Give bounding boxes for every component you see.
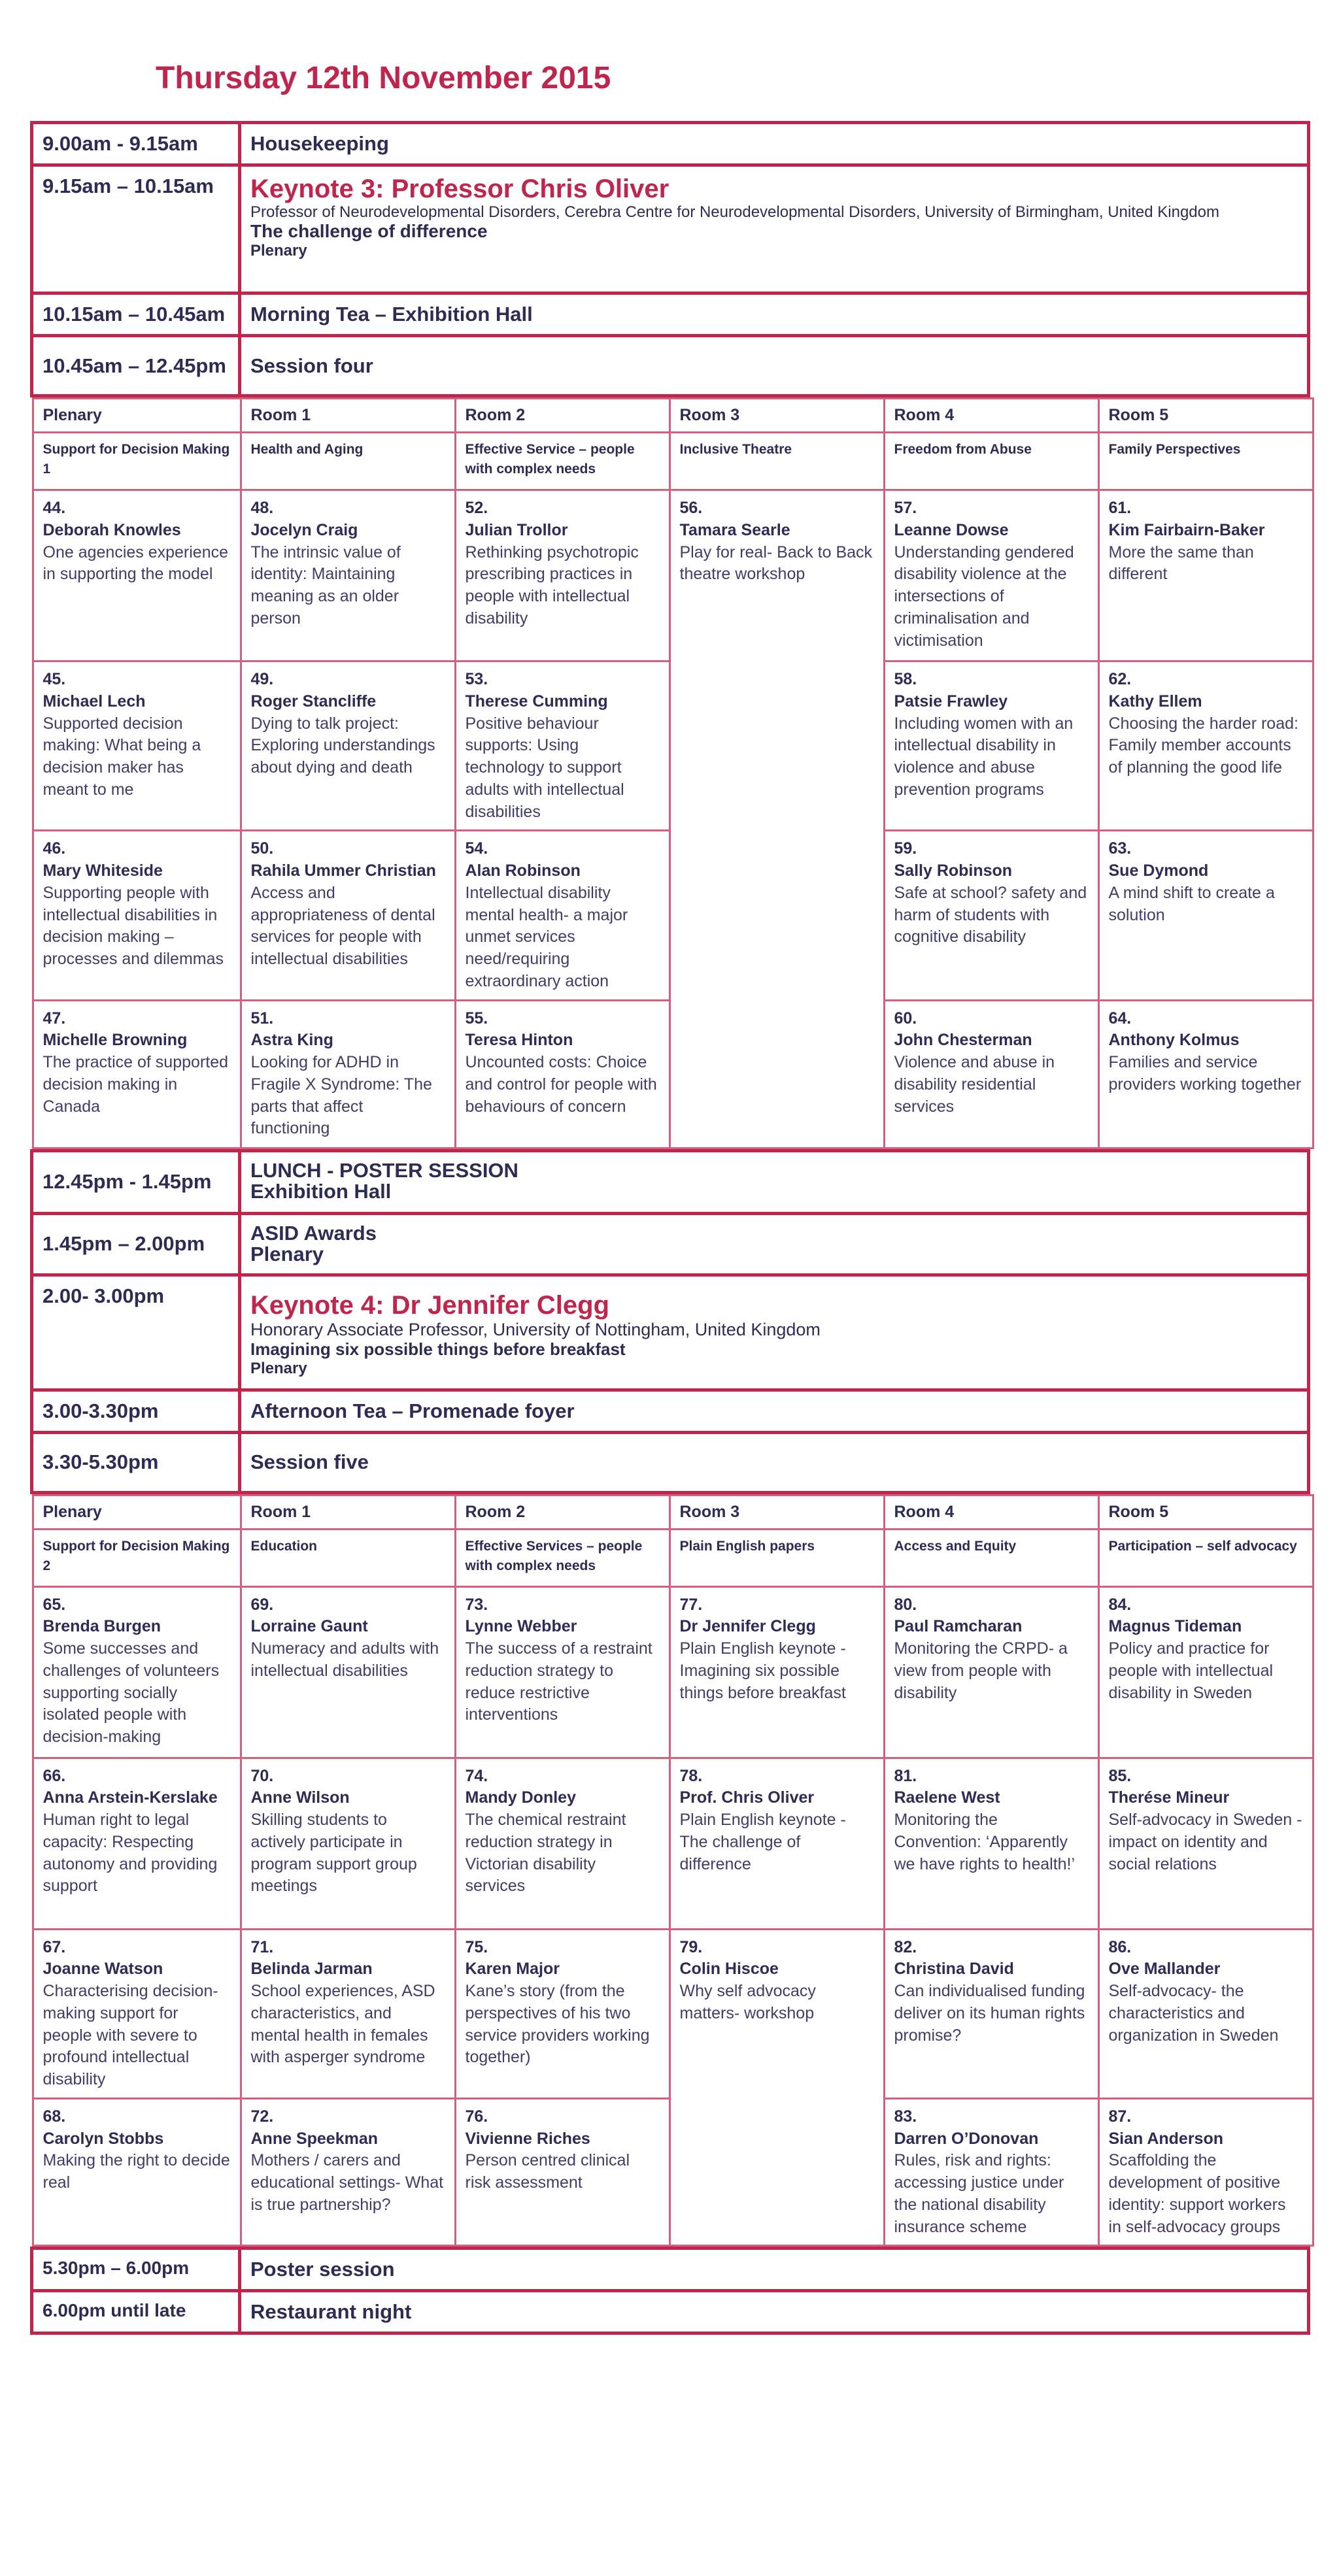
talk-title: Human right to legal capacity: Respecting autonomy and providing support bbox=[42, 1811, 218, 1896]
keynote-talk: The challenge of difference bbox=[250, 221, 488, 242]
talk-number: 77. bbox=[679, 1595, 703, 1614]
room-header: Room 4 bbox=[884, 1495, 1098, 1529]
talk-number: 78. bbox=[679, 1766, 703, 1785]
talk-cell bbox=[1098, 1586, 1313, 1758]
page-title: Thursday 12th November 2015 bbox=[156, 61, 611, 95]
talk-title: Skilling students to actively participate in program support group meetings bbox=[250, 1811, 417, 1896]
time-cell: 12.45pm - 1.45pm bbox=[32, 1150, 240, 1213]
talk-title: Violence and abuse in disability residential services bbox=[894, 1053, 1055, 1116]
talk-row bbox=[33, 1586, 1313, 1758]
keynote-venue: Plenary bbox=[250, 1360, 307, 1378]
talk-row bbox=[33, 490, 1313, 661]
talk-cell bbox=[884, 1929, 1098, 2098]
speaker-name: Tamara Searle bbox=[679, 520, 790, 539]
talk-number: 80. bbox=[894, 1595, 917, 1614]
talk-cell bbox=[1098, 661, 1313, 831]
talk-title: Rethinking psychotropic prescribing practices in people with intellectual disability bbox=[465, 543, 639, 627]
session-label: Housekeeping bbox=[240, 123, 1309, 165]
talk-title: Numeracy and adults with intellectual disabilities bbox=[250, 1639, 439, 1680]
row-lunch bbox=[32, 1150, 1309, 1213]
talk-cell bbox=[455, 831, 670, 1000]
stream-theme: Plain English papers bbox=[670, 1529, 884, 1586]
talk-number: 45. bbox=[42, 670, 66, 688]
talk-number: 75. bbox=[465, 1937, 488, 1956]
row-session4-grid bbox=[32, 396, 1309, 1151]
talk-cell bbox=[241, 661, 455, 831]
talk-number: 49. bbox=[250, 670, 274, 688]
talk-number: 44. bbox=[42, 499, 66, 517]
talk-row bbox=[33, 1758, 1313, 1929]
talk-cell bbox=[241, 1758, 455, 1929]
speaker-name: Sian Anderson bbox=[1108, 2129, 1223, 2148]
speaker-name: Therese Cumming bbox=[465, 692, 608, 711]
talk-number: 72. bbox=[250, 2107, 274, 2126]
talk-title: Monitoring the Convention: ‘Apparently we have rights to health!’ bbox=[894, 1811, 1076, 1873]
speaker-name: Anne Wilson bbox=[250, 1788, 350, 1807]
talk-cell bbox=[670, 490, 884, 1148]
talk-title: Person centred clinical risk assessment bbox=[465, 2151, 630, 2192]
row-keynote4 bbox=[32, 1275, 1309, 1390]
talk-cell bbox=[1098, 831, 1313, 1000]
stream-theme: Support for Decision Making 2 bbox=[33, 1529, 241, 1586]
time-cell: 2.00- 3.00pm bbox=[32, 1275, 240, 1390]
talk-number: 62. bbox=[1108, 670, 1132, 688]
speaker-name: Teresa Hinton bbox=[465, 1031, 573, 1050]
room-header: Room 3 bbox=[670, 399, 884, 433]
talk-title: One agencies experience in supporting the model bbox=[42, 543, 229, 584]
session5-grid bbox=[32, 1494, 1314, 2247]
speaker-name: Darren O’Donovan bbox=[894, 2129, 1039, 2148]
time-cell: 5.30pm – 6.00pm bbox=[32, 2249, 240, 2291]
room-header: Room 3 bbox=[670, 1495, 884, 1529]
time-cell: 6.00pm until late bbox=[32, 2291, 240, 2333]
speaker-name: Ove Mallander bbox=[1108, 1960, 1221, 1979]
speaker-name: Alan Robinson bbox=[465, 861, 581, 880]
talk-cell bbox=[670, 1586, 884, 1758]
talk-title: Can individualised funding deliver on its human rights promise? bbox=[894, 1982, 1085, 2045]
room-header: Room 5 bbox=[1098, 399, 1313, 433]
talk-cell bbox=[33, 490, 241, 661]
talk-cell bbox=[884, 1000, 1098, 1148]
talk-number: 50. bbox=[250, 839, 274, 858]
talk-title: Rules, risk and rights: accessing justice under the national disability insurance scheme bbox=[894, 2151, 1064, 2236]
room-header-row bbox=[33, 1495, 1313, 1529]
talk-title: Making the right to decide real bbox=[42, 2151, 230, 2192]
talk-title: Kane’s story (from the perspectives of his two service providers working together) bbox=[465, 1982, 650, 2067]
talk-cell bbox=[884, 1758, 1098, 1929]
talk-title: Dying to talk project: Exploring understandings about dying and death bbox=[250, 714, 435, 777]
speaker-name: Brenda Burgen bbox=[42, 1617, 161, 1636]
talk-number: 60. bbox=[894, 1009, 917, 1028]
row-keynote3 bbox=[32, 165, 1309, 293]
row-session4 bbox=[32, 336, 1309, 396]
talk-title: Why self advocacy matters- workshop bbox=[679, 1982, 816, 2022]
session-label: Afternoon Tea – Promenade foyer bbox=[240, 1390, 1309, 1432]
row-housekeeping bbox=[32, 123, 1309, 165]
row-morning-tea bbox=[32, 293, 1309, 336]
schedule-table bbox=[30, 121, 1310, 2335]
talk-cell bbox=[884, 1586, 1098, 1758]
talk-number: 71. bbox=[250, 1937, 274, 1956]
talk-title: A mind shift to create a solution bbox=[1108, 883, 1275, 924]
talk-number: 51. bbox=[250, 1009, 274, 1028]
speaker-name: Astra King bbox=[250, 1031, 333, 1050]
talk-number: 79. bbox=[679, 1937, 703, 1956]
talk-cell bbox=[455, 661, 670, 831]
talk-row bbox=[33, 1929, 1313, 2098]
theme-row bbox=[33, 433, 1313, 490]
talk-cell bbox=[455, 2098, 670, 2246]
talk-number: 55. bbox=[465, 1009, 488, 1028]
talk-number: 73. bbox=[465, 1595, 488, 1614]
talk-cell bbox=[241, 1000, 455, 1148]
talk-title: Safe at school? safety and harm of students with cognitive disability bbox=[894, 883, 1087, 946]
awards-label: ASID Awards bbox=[250, 1221, 377, 1245]
talk-title: Plain English keynote - Imagining six possible things before breakfast bbox=[679, 1639, 846, 1702]
talk-title: Looking for ADHD in Fragile X Syndrome: The parts that affect functioning bbox=[250, 1053, 432, 1138]
talk-cell bbox=[33, 661, 241, 831]
talk-title: Scaffolding the development of positive identity: support workers in self-advocacy groups bbox=[1108, 2151, 1286, 2236]
talk-title: The intrinsic value of identity: Maintaining meaning as an older person bbox=[250, 543, 401, 627]
talk-number: 70. bbox=[250, 1766, 274, 1785]
talk-number: 76. bbox=[465, 2107, 488, 2126]
keynote-affiliation: Honorary Associate Professor, University of Nottingham, United Kingdom bbox=[250, 1319, 821, 1339]
speaker-name: Julian Trollor bbox=[465, 520, 568, 539]
session-label: Poster session bbox=[240, 2249, 1309, 2291]
row-poster bbox=[32, 2249, 1309, 2291]
talk-number: 54. bbox=[465, 839, 488, 858]
speaker-name: Anne Speekman bbox=[250, 2129, 379, 2148]
talk-cell bbox=[455, 1586, 670, 1758]
speaker-name: Joanne Watson bbox=[42, 1960, 163, 1979]
talk-title: More the same than different bbox=[1108, 543, 1254, 584]
speaker-name: Christina David bbox=[894, 1960, 1014, 1979]
speaker-name: Raelene West bbox=[894, 1788, 1000, 1807]
talk-title: School experiences, ASD characteristics, and mental health in females with asperger syndrome bbox=[250, 1982, 435, 2067]
stream-theme: Inclusive Theatre bbox=[670, 433, 884, 490]
time-cell: 3.30-5.30pm bbox=[32, 1432, 240, 1492]
talk-cell bbox=[884, 661, 1098, 831]
keynote-talk: Imagining six possible things before breakfast bbox=[250, 1339, 626, 1360]
speaker-name: Carolyn Stobbs bbox=[42, 2129, 164, 2148]
row-session5 bbox=[32, 1432, 1309, 1492]
talk-number: 52. bbox=[465, 499, 488, 517]
room-header: Plenary bbox=[33, 399, 241, 433]
speaker-name: Michael Lech bbox=[42, 692, 146, 711]
talk-number: 63. bbox=[1108, 839, 1132, 858]
talk-number: 85. bbox=[1108, 1766, 1132, 1785]
speaker-name: John Chesterman bbox=[894, 1031, 1032, 1050]
keynote-venue: Plenary bbox=[250, 242, 307, 260]
talk-title: Choosing the harder road: Family member accounts of planning the good life bbox=[1108, 714, 1298, 777]
keynote-cell bbox=[240, 165, 1309, 293]
row-awards bbox=[32, 1213, 1309, 1275]
talk-cell bbox=[33, 2098, 241, 2246]
talk-title: The success of a restraint reduction strategy to reduce restrictive interventions bbox=[465, 1639, 653, 1724]
speaker-name: Vivienne Riches bbox=[465, 2129, 590, 2148]
session-label: Restaurant night bbox=[240, 2291, 1309, 2333]
speaker-name: Leanne Dowse bbox=[894, 520, 1009, 539]
talk-cell bbox=[670, 1929, 884, 2246]
talk-number: 82. bbox=[894, 1937, 917, 1956]
speaker-name: Therése Mineur bbox=[1108, 1788, 1230, 1807]
talk-number: 84. bbox=[1108, 1595, 1132, 1614]
keynote-affiliation: Professor of Neurodevelopmental Disorders, Cerebra Centre for Neurodevelopmental Disorders, University of Birmingham, United Kingdom bbox=[250, 203, 1219, 221]
speaker-name: Kim Fairbairn-Baker bbox=[1108, 520, 1265, 539]
speaker-name: Prof. Chris Oliver bbox=[679, 1788, 815, 1807]
talk-cell bbox=[33, 1758, 241, 1929]
speaker-name: Paul Ramcharan bbox=[894, 1617, 1023, 1636]
talk-title: Intellectual disability mental health- a major unmet services need/requiring extraordinary action bbox=[465, 883, 628, 990]
talk-title: Access and appropriateness of dental services for people with intellectual disabilities bbox=[250, 883, 435, 968]
talk-cell bbox=[241, 831, 455, 1000]
talk-number: 58. bbox=[894, 670, 917, 688]
talk-number: 74. bbox=[465, 1766, 488, 1785]
talk-cell bbox=[241, 490, 455, 661]
time-cell: 3.00-3.30pm bbox=[32, 1390, 240, 1432]
talk-title: Supporting people with intellectual disabilities in decision making – processes and dilemmas bbox=[42, 883, 224, 968]
speaker-name: Roger Stancliffe bbox=[250, 692, 377, 711]
stream-theme: Health and Aging bbox=[241, 433, 455, 490]
speaker-name: Anthony Kolmus bbox=[1108, 1031, 1240, 1050]
row-restaurant bbox=[32, 2291, 1309, 2333]
talk-cell bbox=[455, 490, 670, 661]
talk-title: Supported decision making: What being a decision maker has meant to me bbox=[42, 714, 201, 799]
lunch-location: Exhibition Hall bbox=[250, 1180, 392, 1203]
talk-title: Some successes and challenges of volunteers supporting socially isolated people with decision-making bbox=[42, 1639, 220, 1747]
talk-cell bbox=[455, 1758, 670, 1929]
session-label bbox=[240, 1213, 1309, 1275]
room-header: Room 2 bbox=[455, 1495, 670, 1529]
talk-number: 56. bbox=[679, 499, 703, 517]
talk-number: 48. bbox=[250, 499, 274, 517]
talk-title: The chemical restraint reduction strategy in Victorian disability services bbox=[465, 1811, 626, 1896]
talk-cell bbox=[33, 1586, 241, 1758]
talk-cell bbox=[884, 2098, 1098, 2246]
session-label: Session four bbox=[240, 336, 1309, 396]
talk-cell bbox=[241, 1929, 455, 2098]
talk-number: 81. bbox=[894, 1766, 917, 1785]
talk-number: 86. bbox=[1108, 1937, 1132, 1956]
talk-cell bbox=[1098, 2098, 1313, 2246]
theme-row bbox=[33, 1529, 1313, 1586]
talk-number: 59. bbox=[894, 839, 917, 858]
talk-number: 47. bbox=[42, 1009, 66, 1028]
talk-cell bbox=[241, 2098, 455, 2246]
speaker-name: Kathy Ellem bbox=[1108, 692, 1202, 711]
talk-number: 83. bbox=[894, 2107, 917, 2126]
speaker-name: Lynne Webber bbox=[465, 1617, 577, 1636]
talk-number: 61. bbox=[1108, 499, 1132, 517]
talk-cell bbox=[1098, 1758, 1313, 1929]
talk-title: Positive behaviour supports: Using technology to support adults with intellectual disabilities bbox=[465, 714, 624, 821]
talk-cell bbox=[33, 1000, 241, 1148]
talk-number: 87. bbox=[1108, 2107, 1132, 2126]
talk-number: 46. bbox=[42, 839, 66, 858]
lunch-label: LUNCH - POSTER SESSION bbox=[250, 1158, 518, 1182]
time-cell: 10.45am – 12.45pm bbox=[32, 336, 240, 396]
session-label: Session five bbox=[240, 1432, 1309, 1492]
talk-cell bbox=[241, 1586, 455, 1758]
stream-theme: Family Perspectives bbox=[1098, 433, 1313, 490]
talk-title: Including women with an intellectual disability in violence and abuse prevention programs bbox=[894, 714, 1074, 799]
speaker-name: Magnus Tideman bbox=[1108, 1617, 1242, 1636]
speaker-name: Sue Dymond bbox=[1108, 861, 1209, 880]
talk-cell bbox=[1098, 1929, 1313, 2098]
speaker-name: Anna Arstein-Kerslake bbox=[42, 1788, 218, 1807]
room-header-row bbox=[33, 399, 1313, 433]
speaker-name: Karen Major bbox=[465, 1960, 560, 1979]
talk-number: 65. bbox=[42, 1595, 66, 1614]
room-header: Room 1 bbox=[241, 399, 455, 433]
talk-title: Families and service providers working together bbox=[1108, 1053, 1302, 1094]
talk-number: 57. bbox=[894, 499, 917, 517]
stream-theme: Effective Service – people with complex needs bbox=[455, 433, 670, 490]
talk-title: Understanding gendered disability violence at the intersections of criminalisation and victimisation bbox=[894, 543, 1074, 650]
speaker-name: Lorraine Gaunt bbox=[250, 1617, 368, 1636]
talk-title: Uncounted costs: Choice and control for people with behaviours of concern bbox=[465, 1053, 657, 1116]
room-header: Room 4 bbox=[884, 399, 1098, 433]
talk-cell bbox=[455, 1000, 670, 1148]
talk-title: Plain English keynote - The challenge of difference bbox=[679, 1811, 846, 1873]
talk-number: 66. bbox=[42, 1766, 66, 1785]
talk-title: Mothers / carers and educational settings- What is true partnership? bbox=[250, 2151, 444, 2214]
room-header: Room 5 bbox=[1098, 1495, 1313, 1529]
stream-theme: Freedom from Abuse bbox=[884, 433, 1098, 490]
stream-theme: Support for Decision Making 1 bbox=[33, 433, 241, 490]
stream-theme: Participation – self advocacy bbox=[1098, 1529, 1313, 1586]
talk-number: 53. bbox=[465, 670, 488, 688]
keynote-cell bbox=[240, 1275, 1309, 1390]
talk-number: 69. bbox=[250, 1595, 274, 1614]
time-cell: 10.15am – 10.45am bbox=[32, 293, 240, 336]
session-label: Morning Tea – Exhibition Hall bbox=[240, 293, 1309, 336]
talk-cell bbox=[455, 1929, 670, 2098]
room-header: Room 2 bbox=[455, 399, 670, 433]
speaker-name: Belinda Jarman bbox=[250, 1960, 373, 1979]
awards-location: Plenary bbox=[250, 1243, 324, 1266]
talk-cell bbox=[884, 831, 1098, 1000]
talk-cell bbox=[1098, 490, 1313, 661]
room-header: Room 1 bbox=[241, 1495, 455, 1529]
speaker-name: Deborah Knowles bbox=[42, 520, 181, 539]
keynote-title: Keynote 3: Professor Chris Oliver bbox=[250, 175, 670, 203]
time-cell: 1.45pm – 2.00pm bbox=[32, 1213, 240, 1275]
talk-number: 67. bbox=[42, 1937, 66, 1956]
talk-cell bbox=[1098, 1000, 1313, 1148]
talk-title: Policy and practice for people with intellectual disability in Sweden bbox=[1108, 1639, 1274, 1702]
session-label bbox=[240, 1150, 1309, 1213]
session4-grid-cell bbox=[32, 396, 1309, 1151]
talk-title: Self-advocacy- the characteristics and organization in Sweden bbox=[1108, 1982, 1279, 2045]
session5-grid-cell bbox=[32, 1492, 1309, 2249]
speaker-name: Rahila Ummer Christian bbox=[250, 861, 436, 880]
session4-grid bbox=[32, 397, 1314, 1149]
talk-cell bbox=[884, 490, 1098, 661]
talk-title: Play for real- Back to Back theatre workshop bbox=[679, 543, 873, 584]
talk-number: 68. bbox=[42, 2107, 66, 2126]
speaker-name: Sally Robinson bbox=[894, 861, 1013, 880]
talk-cell bbox=[670, 1758, 884, 1929]
talk-title: Monitoring the CRPD- a view from people with disability bbox=[894, 1639, 1068, 1702]
row-session5-grid bbox=[32, 1492, 1309, 2249]
talk-title: The practice of supported decision making in Canada bbox=[42, 1053, 228, 1116]
speaker-name: Mary Whiteside bbox=[42, 861, 163, 880]
speaker-name: Mandy Donley bbox=[465, 1788, 576, 1807]
speaker-name: Colin Hiscoe bbox=[679, 1960, 779, 1979]
talk-title: Characterising decision-making support for people with severe to profound intellectual disability bbox=[42, 1982, 218, 2089]
keynote-title: Keynote 4: Dr Jennifer Clegg bbox=[250, 1290, 610, 1320]
stream-theme: Effective Services – people with complex needs bbox=[455, 1529, 670, 1586]
speaker-name: Jocelyn Craig bbox=[250, 520, 358, 539]
time-cell: 9.00am - 9.15am bbox=[32, 123, 240, 165]
talk-cell bbox=[33, 831, 241, 1000]
talk-title: Self-advocacy in Sweden - impact on identity and social relations bbox=[1108, 1811, 1302, 1873]
room-header: Plenary bbox=[33, 1495, 241, 1529]
talk-number: 64. bbox=[1108, 1009, 1132, 1028]
speaker-name: Dr Jennifer Clegg bbox=[679, 1617, 816, 1636]
stream-theme: Education bbox=[241, 1529, 455, 1586]
stream-theme: Access and Equity bbox=[884, 1529, 1098, 1586]
talk-cell bbox=[33, 1929, 241, 2098]
time-cell: 9.15am – 10.15am bbox=[32, 165, 240, 293]
speaker-name: Patsie Frawley bbox=[894, 692, 1008, 711]
speaker-name: Michelle Browning bbox=[42, 1031, 188, 1050]
row-afternoon-tea bbox=[32, 1390, 1309, 1432]
